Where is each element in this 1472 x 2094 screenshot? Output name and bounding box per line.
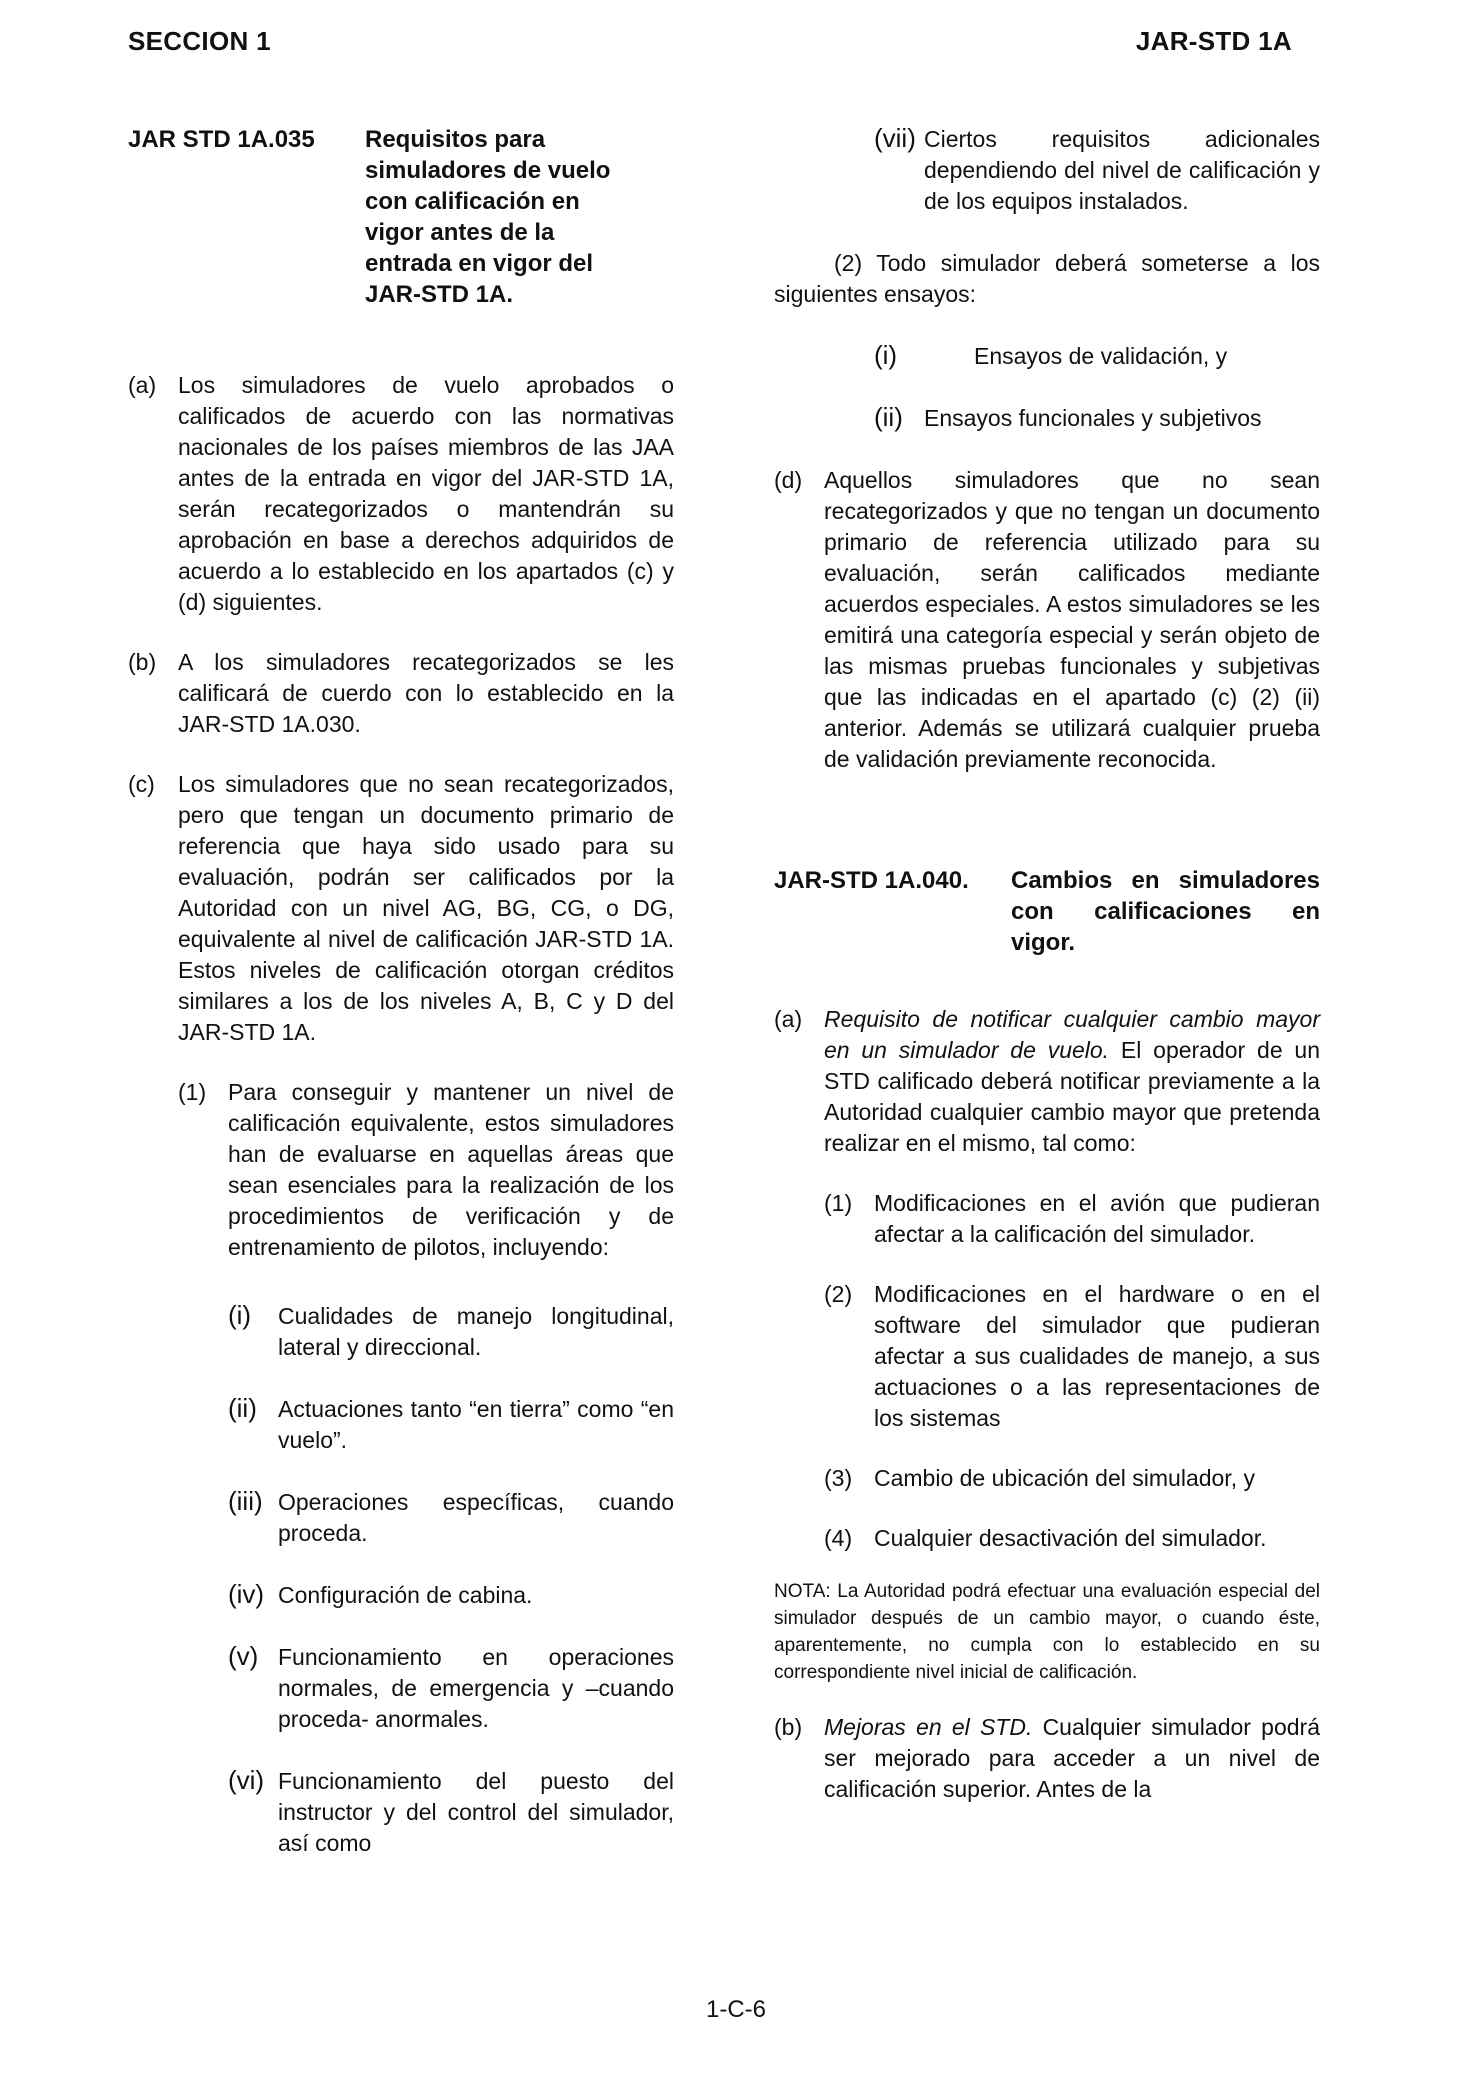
section-040-heading — [774, 865, 1320, 958]
list-item-c1-iii — [228, 1487, 674, 1549]
paragraph-040-b — [774, 1712, 1320, 1805]
list-marker: (ii) — [874, 402, 903, 432]
list-item-text: Actuaciones tanto “en tierra” como “en vuelo”. — [278, 1396, 674, 1453]
paragraph-c2 — [774, 248, 1320, 310]
list-marker: (ii) — [228, 1393, 257, 1423]
list-item-c1-i — [228, 1301, 674, 1363]
list-marker: (v) — [228, 1641, 259, 1671]
list-item-040-3 — [824, 1463, 1320, 1494]
paragraph-040-a — [774, 1004, 1320, 1159]
left-column — [128, 124, 674, 1859]
paragraph-c1-marker: (1) — [178, 1079, 207, 1105]
list-marker: (vi) — [228, 1765, 265, 1795]
section-035-title: Requisitos para simuladores de vuelo con calificación en vigor antes de la entrada en vigor del JAR-STD 1A. — [365, 126, 611, 308]
list-marker: (iii) — [228, 1486, 263, 1516]
list-item-text: Operaciones específicas, cuando proceda. — [278, 1489, 674, 1546]
list-item-040-4 — [824, 1523, 1320, 1554]
paragraph-040-b-heading: Mejoras en el STD. — [824, 1714, 1033, 1740]
paragraph-d-text: Aquellos simuladores que no sean recategorizados y que no tengan un documento primario de referencia utilizado para su evaluación, serán calificados mediante acuerdos especiales. A estos simuladores se les emitirá una categoría especial y serán objeto de las mismas pruebas funcionales y subjetivas que las indicadas en el apartado (c) (2) (ii) anterior. Además se utilizará cualquier prueba de validación previamente reconocida. — [824, 467, 1320, 772]
paragraph-040-b-text: Cualquier simulador podrá ser mejorado para acceder a un nivel de calificación superior. Antes de la — [824, 1714, 1320, 1802]
header-standard: JAR-STD 1A — [1135, 26, 1292, 56]
list-marker: (2) — [824, 1281, 853, 1307]
section-040-number: JAR-STD 1A.040. — [774, 867, 969, 894]
paragraph-b-text: A los simuladores recategorizados se les calificará de cuerdo con lo establecido en la JAR-STD 1A.030. — [178, 649, 674, 737]
paragraph-c2-marker: (2) — [834, 250, 863, 276]
paragraph-040-b-body — [824, 1712, 1320, 1805]
section-035-number: JAR STD 1A.035 — [128, 126, 315, 153]
section-040-title: Cambios en simuladores con calificaciones en vigor. — [1011, 867, 1320, 956]
paragraph-c1-text: Para conseguir y mantener un nivel de calificación equivalente, estos simuladores han de evaluarse en aquellas áreas que sean esenciales para la realización de los procedimientos de verificación y de entrenamiento de pilotos, incluyendo: — [228, 1079, 674, 1260]
list-item-c2-ii — [874, 403, 1320, 434]
list-item-c1-ii — [228, 1394, 674, 1456]
list-item-text: Funcionamiento del puesto del instructor y del control del simulador, así como — [278, 1768, 674, 1856]
list-item-c2-i — [874, 341, 1320, 372]
list-item-c1-v — [228, 1642, 674, 1735]
list-marker: (4) — [824, 1525, 853, 1551]
paragraph-c1 — [178, 1077, 674, 1263]
paragraph-040-b-marker: (b) — [774, 1714, 803, 1740]
list-item-text: Cambio de ubicación del simulador, y — [874, 1465, 1255, 1491]
paragraph-c-marker: (c) — [128, 771, 155, 797]
paragraph-d-marker: (d) — [774, 467, 803, 493]
list-item-c1-iv — [228, 1580, 674, 1611]
paragraph-040-a-marker: (a) — [774, 1006, 803, 1032]
right-column — [774, 124, 1320, 1805]
paragraph-b — [128, 647, 674, 740]
paragraph-c — [128, 769, 674, 1048]
note-text: NOTA: La Autoridad podrá efectuar una evaluación especial del simulador después de un cambio mayor, o cuando éste, aparentemente, no cumpla con lo establecido en su correspondiente nivel inicial de calificación. — [774, 1581, 1320, 1683]
list-marker: (i) — [874, 340, 898, 370]
list-item-040-1 — [824, 1188, 1320, 1250]
list-marker: (3) — [824, 1465, 853, 1491]
page-number: 1-C-6 — [705, 1996, 766, 2023]
list-item-text: Ciertos requisitos adicionales dependiendo del nivel de calificación y de los equipos instalados. — [924, 126, 1320, 214]
paragraph-a-text: Los simuladores de vuelo aprobados o calificados de acuerdo con las normativas nacionales de los países miembros de las JAA antes de la entrada en vigor del JAR-STD 1A, serán recategorizados o mantendrán su aprobación en base a derechos adquiridos de acuerdo a lo establecido en los apartados (c) y (d) siguientes. — [178, 372, 674, 615]
list-item-text: Cualidades de manejo longitudinal, lateral y direccional. — [278, 1303, 674, 1360]
list-marker: (1) — [824, 1190, 853, 1216]
paragraph-040-a-text: El operador de un STD calificado deberá notificar previamente a la Autoridad cualquier cambio mayor que pretenda realizar en el mismo, tal como: — [824, 1037, 1321, 1156]
list-marker: (iv) — [228, 1579, 265, 1609]
list-item-text: Modificaciones en el hardware o en el software del simulador que pudieran afectar a sus cualidades de manejo, a sus actuaciones o a las representaciones de los sistemas — [874, 1281, 1320, 1431]
list-item-text: Ensayos de validación, y — [974, 343, 1228, 369]
paragraph-a-marker: (a) — [128, 372, 157, 398]
paragraph-d — [774, 465, 1320, 775]
paragraph-a — [128, 370, 674, 618]
section-035-heading — [128, 124, 674, 310]
list-item-c1-vi — [228, 1766, 674, 1859]
list-marker: (vii) — [874, 123, 916, 153]
list-item-text: Modificaciones en el avión que pudieran afectar a la calificación del simulador. — [874, 1190, 1320, 1247]
list-marker: (i) — [228, 1300, 252, 1330]
paragraph-b-marker: (b) — [128, 649, 157, 675]
list-item-text: Cualquier desactivación del simulador. — [874, 1525, 1267, 1551]
paragraph-c2-text: Todo simulador deberá someterse a los siguientes ensayos: — [774, 250, 1320, 307]
list-item-c1-vii — [874, 124, 1320, 217]
header-section: SECCION 1 — [128, 26, 271, 56]
paragraph-040-a-heading: Requisito de notificar cualquier cambio mayor en un simulador de vuelo. — [824, 1006, 1320, 1063]
paragraph-c-text: Los simuladores que no sean recategorizados, pero que tengan un documento primario de referencia que haya sido usado para su evaluación, podrán ser calificados por la Autoridad con un nivel AG, BG, CG, o DG, equivalente al nivel de calificación JAR-STD 1A. Estos niveles de calificación otorgan créditos similares a los de los niveles A, B, C y D del JAR-STD 1A. — [178, 771, 674, 1045]
list-item-text: Funcionamiento en operaciones normales, de emergencia y –cuando proceda- anormales. — [278, 1644, 674, 1732]
list-item-text: Ensayos funcionales y subjetivos — [924, 405, 1262, 431]
list-item-040-2 — [824, 1279, 1320, 1434]
paragraph-040-a-body — [824, 1004, 1320, 1159]
list-item-text: Configuración de cabina. — [278, 1582, 533, 1608]
